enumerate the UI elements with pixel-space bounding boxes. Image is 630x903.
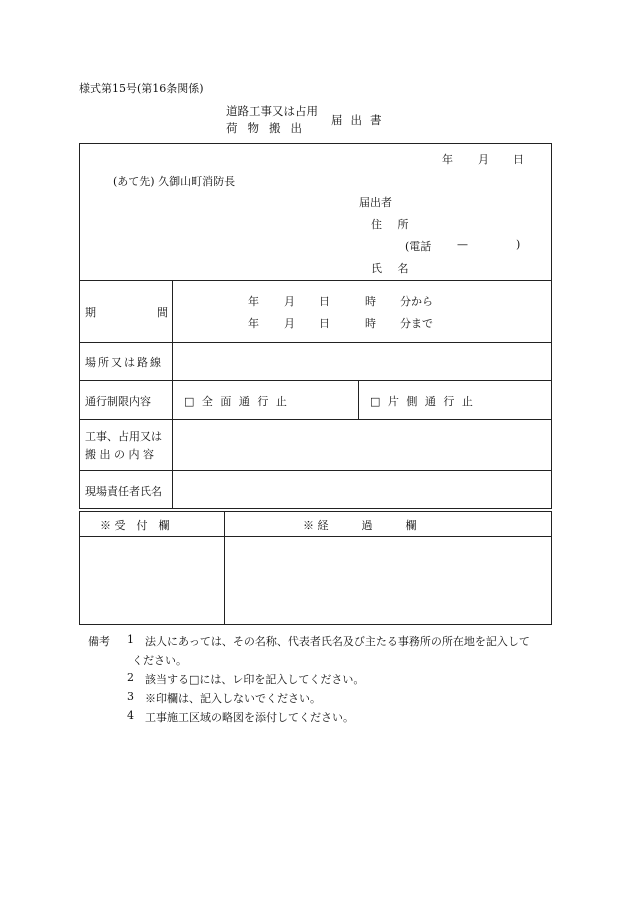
rule-after-location	[79, 380, 552, 381]
period-end-year: 年	[248, 317, 259, 330]
office-use-divider	[224, 511, 225, 625]
reception-label: ※ 受 付 欄	[100, 519, 170, 532]
period-label-right: 間	[157, 306, 168, 319]
date-year: 年	[442, 153, 453, 166]
progress-label: ※ 経 過 欄	[303, 519, 417, 532]
phone-close: )	[516, 238, 521, 251]
applicant-label: 届出者	[359, 196, 392, 209]
note-2-text: 該当する□には、レ印を記入してください。	[145, 673, 365, 686]
rule-after-restriction	[79, 419, 552, 420]
note-2-num: 2	[127, 671, 134, 684]
period-end-minute: 分まで	[400, 317, 433, 330]
phone-open: (電話	[405, 240, 432, 253]
address-label: 住 所	[371, 218, 415, 231]
supervisor-label: 現場責任者氏名	[85, 485, 162, 498]
period-end-hour: 時	[365, 317, 376, 330]
note-4-text: 工事施工区域の略図を添付してください。	[145, 711, 354, 724]
title-line2: 荷物搬出	[226, 121, 312, 135]
note-3-text: ※印欄は、記入しないでください。	[145, 692, 321, 705]
restriction-full-closure-checkbox[interactable]: □ 全 面 通 行 止	[184, 395, 289, 408]
rule-after-period	[79, 342, 552, 343]
period-end-day: 日	[319, 317, 330, 330]
addressee: (あて先) 久御山町消防長	[113, 175, 236, 188]
label-column-divider	[172, 280, 173, 509]
period-end-month: 月	[284, 317, 295, 330]
restriction-one-side-checkbox[interactable]: □ 片 側 通 行 止	[370, 395, 475, 408]
period-start-year: 年	[248, 295, 259, 308]
notes-heading: 備考	[88, 635, 110, 648]
period-label-left: 期	[85, 306, 96, 319]
form-number: 様式第15号(第16条関係)	[79, 82, 204, 95]
note-3-num: 3	[127, 690, 134, 703]
title-suffix: 届出書	[331, 113, 390, 127]
period-start-month: 月	[284, 295, 295, 308]
location-label: 場所又は路線	[85, 356, 163, 369]
title-line1: 道路工事又は占用	[226, 104, 318, 118]
note-1-text: 法人にあっては、その名称、代表者氏名及び主たる事務所の所在地を記入して	[145, 635, 530, 648]
rule-after-work	[79, 470, 552, 471]
restriction-divider	[358, 380, 359, 419]
rule-after-header	[79, 280, 552, 281]
date-month: 月	[478, 153, 489, 166]
work-content-label-line2: 搬 出 の 内 容	[85, 448, 154, 461]
period-start-minute: 分から	[400, 295, 433, 308]
phone-dash: —	[457, 238, 468, 251]
note-1-num: 1	[127, 633, 134, 646]
office-use-header-rule	[79, 536, 552, 537]
date-day: 日	[513, 153, 524, 166]
note-4-num: 4	[127, 709, 134, 722]
period-start-day: 日	[319, 295, 330, 308]
note-1-continued: ください。	[132, 654, 187, 667]
name-label: 氏 名	[371, 262, 415, 275]
restriction-label: 通行制限内容	[85, 395, 151, 408]
work-content-label-line1: 工事、占用又は	[85, 430, 162, 443]
period-start-hour: 時	[365, 295, 376, 308]
